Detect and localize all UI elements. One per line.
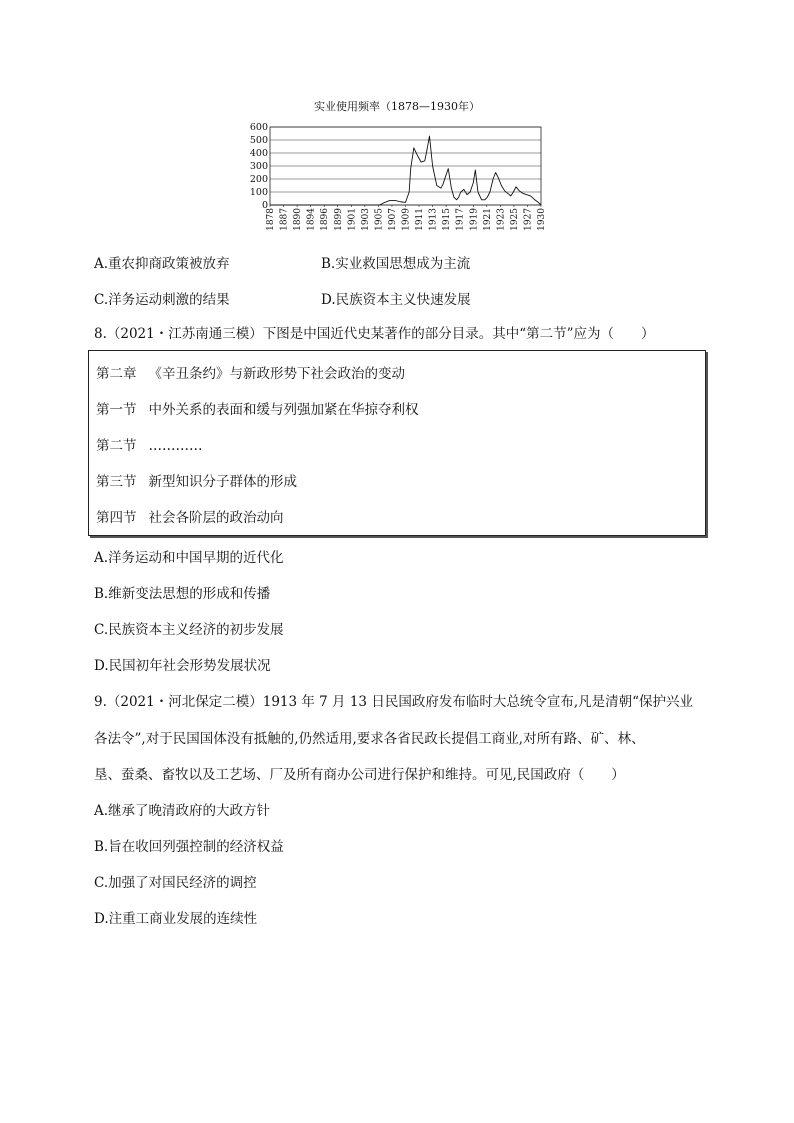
x-tick-label: 1894 [306,208,317,231]
x-tick-label: 1909 [401,208,412,231]
toc-box [88,350,706,536]
chart-axes [270,127,541,207]
q9-stem-line-1: 9.（2021・河北保定二模）1913 年 7 月 13 日民国政府发布临时大总统令宣布,凡是清朝“保护兴业 [94,694,694,710]
chart-x-ticks [266,208,547,231]
y-tick-label: 100 [249,187,268,198]
x-tick-label: 1927 [523,208,534,231]
chart-grid [270,127,541,205]
q9-option-b: B.旨在收回列强控制的经济权益 [94,839,284,855]
toc-row-title: 《辛丑条约》与新政形势下社会政治的变动 [148,366,405,382]
x-tick-label: 1901 [347,208,358,231]
x-tick-label: 1907 [387,208,398,231]
q9-option-a: A.继承了晚清政府的大政方针 [94,803,271,819]
x-tick-label: 1896 [320,208,331,231]
series-line [270,136,541,205]
q9-stem-line-2: 各法令”,对于民国国体没有抵触的,仍然适用,要求各省民政长提倡工商业,对所有路、矿、林、 [94,731,645,747]
y-tick-label: 500 [249,135,268,146]
x-tick-label: 1915 [442,208,453,231]
q8-option-c: C.民族资本主义经济的初步发展 [94,622,284,638]
q9-stem-line-3: 垦、蚕桑、畜牧以及工艺场、厂及所有商办公司进行保护和维持。可见,民国政府（ ） [94,767,625,783]
toc-row-title: 新型知识分子群体的形成 [148,474,297,490]
q8-stem: 8.（2021・江苏南通三模）下图是中国近代史某著作的部分目录。其中“第二节”应为（ ） [94,326,655,342]
x-tick-label: 1913 [428,208,439,231]
q8-option-a: A.洋务运动和中国早期的近代化 [94,550,284,566]
x-tick-label: 1923 [496,208,507,231]
x-tick-label: 1899 [333,208,344,231]
q7-option-d: D.民族资本主义快速发展 [321,292,471,308]
q7-option-a: A.重农抑商政策被放弃 [94,256,230,272]
q8-option-d: D.民国初年社会形势发展状况 [94,658,271,674]
toc-row-number: 第一节 [96,402,137,418]
toc-row-number: 第二章 [96,366,137,382]
toc-row-number: 第三节 [96,474,137,490]
toc-row-title: 中外关系的表面和缓与列强加紧在华掠夺利权 [148,402,419,418]
toc-row [96,434,203,454]
x-tick-label: 1911 [415,208,426,231]
toc-row [96,506,284,526]
x-tick-label: 1878 [266,208,276,231]
x-tick-label: 1925 [509,208,520,231]
toc-row-title: 社会各阶层的政治动向 [148,510,284,526]
y-tick-label: 600 [249,122,268,133]
x-tick-label: 1917 [455,208,466,231]
x-tick-label: 1919 [469,208,480,231]
y-tick-label: 0 [261,200,268,211]
x-tick-label: 1905 [374,208,385,231]
toc-row-number: 第二节 [96,438,137,454]
x-tick-label: 1890 [293,208,304,231]
toc-row [96,398,419,418]
y-tick-label: 200 [249,174,268,185]
chart-y-ticks [250,122,268,211]
x-tick-label: 1887 [279,208,290,231]
q8-option-b: B.维新变法思想的形成和传播 [94,586,271,602]
toc-row-number: 第四节 [96,510,137,526]
y-tick-label: 400 [249,148,268,159]
x-tick-label: 1930 [537,208,547,231]
q9-option-d: D.注重工商业发展的连续性 [94,911,258,927]
q9-option-c: C.加强了对国民经济的调控 [94,875,257,891]
chart-series [270,136,541,205]
toc-row-title: ………… [148,438,203,454]
chart-title: 实业使用频率（1878—1930年） [314,100,480,113]
toc-row [96,362,405,382]
x-tick-label: 1903 [360,208,371,231]
x-tick-label: 1921 [482,208,493,231]
usage-frequency-line-chart [240,118,560,238]
q7-option-c: C.洋务运动刺激的结果 [94,292,230,308]
q7-option-b: B.实业救国思想成为主流 [321,256,471,272]
y-tick-label: 300 [249,161,268,172]
toc-row [96,470,297,490]
